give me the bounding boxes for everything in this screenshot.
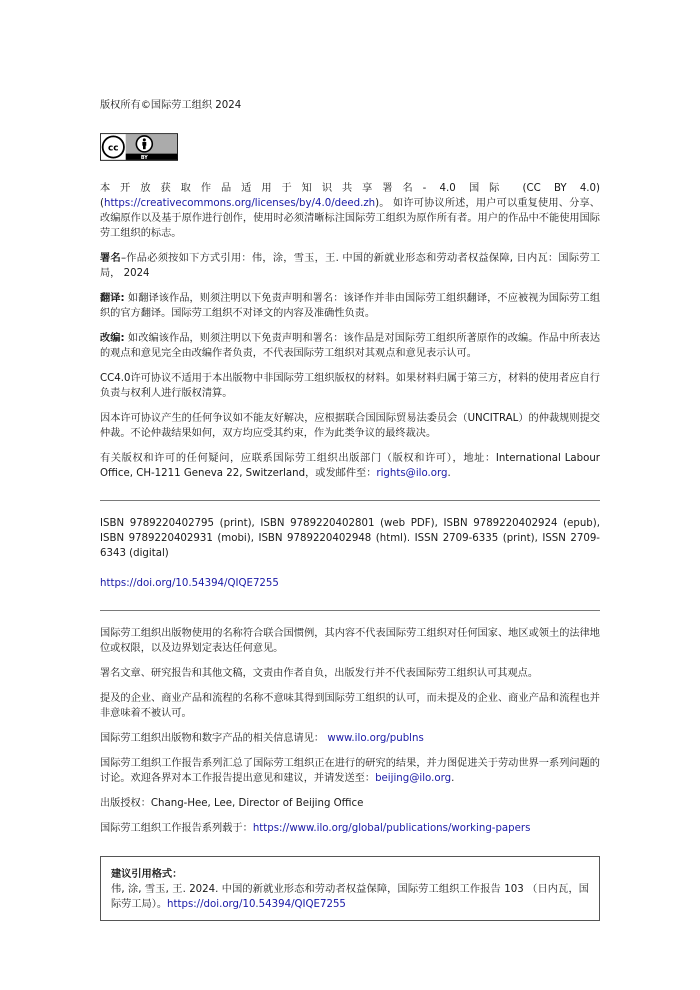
- third-party-paragraph: CC4.0许可协议不适用于本出版物中非国际劳工组织版权的材料。如果材料归属于第三方，材料的使用者应自行负责与权利人进行版权清算。: [100, 373, 600, 399]
- series-location-text: 国际劳工组织工作报告系列载于：: [100, 823, 253, 834]
- copyright-page: [100, 98, 600, 921]
- queries-text: 有关版权和许可的任何疑问，应联系国际劳工组织出版部门（版权和许可），地址：International Labour Office, CH-1211 Geneva 22, Switzerland，或发邮件至：: [100, 453, 600, 479]
- license-text-start: 本开放获取作品适用于知识共享署名- 4.0 国际 (CC BY 4.0) (: [100, 183, 600, 209]
- license-text-end: )。 如许可协议所述，用户可以重复使用、分享、改编原作以及基于原作进行创作，使用时必须清晰标注国际劳工组织为原作所有者。用户的作品中不能使用国际劳工组织的标志。: [100, 198, 600, 239]
- doi-paragraph: [100, 576, 600, 591]
- cc-by-license-badge: [100, 133, 178, 161]
- attribution-label: 署名: [100, 253, 121, 264]
- attribution-paragraph: [100, 251, 600, 281]
- series-end: .: [451, 773, 455, 784]
- copyright-line: 版权所有©国际劳工组织 2024: [100, 100, 242, 111]
- series-location-paragraph: [100, 821, 600, 836]
- citation-doi-link[interactable]: https://doi.org/10.54394/QIQE7255: [167, 899, 346, 910]
- queries-paragraph: [100, 451, 600, 481]
- cc-badge-right-text: BY: [140, 154, 148, 161]
- translation-paragraph: [100, 291, 600, 321]
- translation-label: 翻译:: [100, 293, 125, 304]
- license-link[interactable]: https://creativecommons.org/licenses/by/4.0/deed.zh: [103, 198, 376, 209]
- working-papers-link[interactable]: https://www.ilo.org/global/publications/working-papers: [252, 823, 531, 834]
- license-paragraph: [100, 181, 600, 241]
- publications-link[interactable]: www.ilo.org/publns: [327, 733, 424, 744]
- rights-email-link[interactable]: rights@ilo.org: [376, 468, 448, 479]
- adaptation-label: 改编:: [100, 333, 125, 344]
- series-paragraph: [100, 756, 600, 786]
- beijing-email-link[interactable]: beijing@ilo.org: [375, 773, 452, 784]
- citation-box: [100, 856, 600, 921]
- translation-text: 如翻译该作品，则须注明以下免责声明和署名：该译作并非由国际劳工组织翻译，不应被视为国际劳工组织的官方翻译。国际劳工组织不对译文的内容及准确性负责。: [100, 293, 601, 319]
- citation-paragraph: [111, 882, 589, 912]
- disclaimer-authors-paragraph: 署名文章、研究报告和其他文稿，文责由作者自负，出版发行并不代表国际劳工组织认可其观点。: [100, 668, 539, 679]
- citation-title: 建议引用格式：: [111, 869, 183, 880]
- publications-info-paragraph: [100, 731, 600, 746]
- publications-info-text: 国际劳工组织出版物和数字产品的相关信息请见：: [100, 733, 328, 744]
- disclaimer-products-paragraph: 提及的企业、商业产品和流程的名称不意味其得到国际劳工组织的认可，而未提及的企业、商业产品和流程也并非意味着不被认可。: [100, 693, 600, 719]
- cc-badge-left-text: cc: [108, 143, 119, 154]
- adaptation-text: 如改编该作品，则须注明以下免责声明和署名：该作品是对国际劳工组织所著原作的改编。作品中所表达的观点和意见完全由改编作者负责，不代表国际劳工组织对其观点和意见表示认可。: [100, 333, 601, 359]
- isbn-paragraph: ISBN 9789220402795 (print), ISBN 9789220402801 (web PDF), ISBN 9789220402924 (epub), ISBN 9789220402931 (mobi), ISBN 9789220402948 (html). ISSN 2709-6335 (print), ISSN 2709-6343 (digital): [100, 518, 600, 559]
- doi-link[interactable]: https://doi.org/10.54394/QIQE7255: [100, 578, 279, 589]
- authorization-paragraph: 出版授权：Chang-Hee, Lee, Director of Beijing Office: [100, 798, 364, 809]
- disputes-paragraph: 因本许可协议产生的任何争议如不能友好解决，应根据联合国国际贸易法委员会（UNCITRAL）的仲裁规则提交仲裁。不论仲裁结果如何，双方均应受其约束，作为此类争议的最终裁决。: [100, 413, 600, 439]
- adaptation-paragraph: [100, 331, 600, 361]
- citation-text: 伟, 涂, 雪玉, 王. 2024. 中国的新就业形态和劳动者权益保障，国际劳工组织工作报告 103 （日内瓦，国际劳工局）。: [111, 884, 589, 910]
- queries-end: .: [447, 468, 451, 479]
- attribution-text: –作品必须按如下方式引用：伟，涂，雪玉，王. 中国的新就业形态和劳动者权益保障, 日内瓦：国际劳工局， 2024: [100, 253, 601, 279]
- disclaimer-names-paragraph: 国际劳工组织出版物使用的名称符合联合国惯例，其内容不代表国际劳工组织对任何国家、地区或领土的法律地位或权限，以及边界划定表达任何意见。: [100, 628, 600, 654]
- series-text: 国际劳工组织工作报告系列汇总了国际劳工组织正在进行的研究的结果，并力图促进关于劳动世界一系列问题的讨论。欢迎各界对本工作报告提出意见和建议，并请发送至：: [100, 758, 600, 784]
- divider-2: [100, 610, 600, 611]
- divider-1: [100, 500, 600, 501]
